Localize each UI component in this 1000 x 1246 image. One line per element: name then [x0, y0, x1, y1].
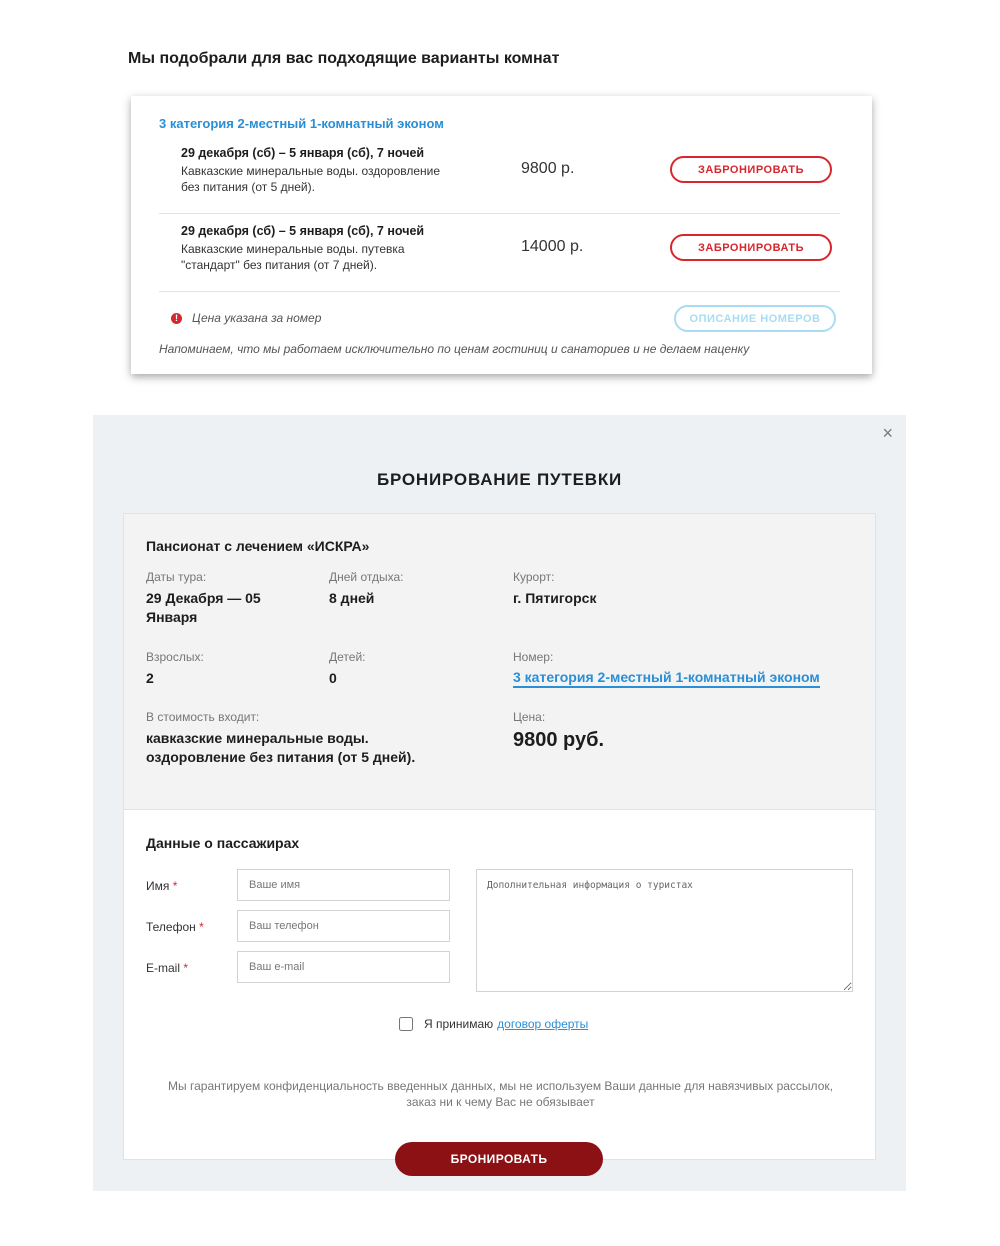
modal-title: БРОНИРОВАНИЕ ПУТЕВКИ — [376, 470, 623, 489]
name-input[interactable] — [237, 869, 450, 901]
price-note — [171, 311, 321, 325]
offer-description: Кавказские минеральные воды. путевка "стандарт" без питания (от 7 дней). — [181, 242, 405, 272]
room-field — [513, 650, 820, 688]
price-label: Цена: — [513, 710, 546, 724]
price-field — [513, 710, 604, 752]
book-offer-button[interactable]: ЗАБРОНИРОВАТЬ — [670, 234, 832, 261]
email-label — [146, 961, 188, 975]
room-label: Номер: — [513, 650, 554, 664]
days-value: 8 дней — [329, 590, 375, 606]
includes-label: В стоимость входит: — [146, 710, 260, 724]
required-mark: * — [183, 961, 189, 975]
includes-value: кавказские минеральные воды. оздоровление без питания (от 5 дней). — [146, 730, 416, 765]
offer-row — [159, 214, 840, 292]
phone-input[interactable] — [237, 910, 450, 942]
resort-value: г. Пятигорск — [513, 590, 597, 606]
tour-dates-value: 29 Декабря — 05 Января — [146, 590, 261, 625]
name-label — [146, 879, 177, 893]
days-field — [329, 570, 403, 608]
adults-label: Взрослых: — [146, 650, 204, 664]
phone-label-text: Телефон — [146, 920, 196, 934]
required-mark: * — [172, 879, 178, 893]
offer-price: 14000 р. — [521, 238, 584, 255]
room-description-button[interactable]: ОПИСАНИЕ НОМЕРОВ — [674, 305, 836, 332]
privacy-note: Мы гарантируем конфиденциальность введенных данных, мы не используем Ваши данные для навязчивых рассылок, заказ ни к чему Вас не обязывает — [168, 1079, 833, 1109]
days-label: Дней отдыха: — [329, 570, 404, 584]
agree-checkbox[interactable] — [399, 1017, 413, 1031]
phone-label — [146, 920, 204, 934]
includes-field — [146, 710, 456, 767]
agree-text: Я принимаю — [424, 1017, 494, 1031]
remind-note: Напоминаем, что мы работаем исключительно по ценам гостиниц и санаториев и не делаем наценку — [159, 342, 750, 356]
offer-row — [159, 136, 840, 214]
book-offer-button[interactable]: ЗАБРОНИРОВАТЬ — [670, 156, 832, 183]
offer-agreement-link[interactable]: договор оферты — [497, 1017, 589, 1031]
resort-field — [513, 570, 596, 608]
tourist-notes-textarea[interactable] — [476, 869, 853, 992]
page-heading: Мы подобрали для вас подходящие варианты комнат — [128, 50, 560, 67]
close-icon[interactable]: × — [882, 423, 893, 443]
offer-dates: 29 декабря (сб) – 5 января (сб), 7 ночей — [181, 224, 425, 238]
hotel-name: Пансионат с лечением «ИСКРА» — [146, 538, 370, 554]
tour-dates-label: Даты тура: — [146, 570, 207, 584]
adults-value: 2 — [146, 670, 154, 686]
booking-modal — [93, 415, 906, 1191]
room-link[interactable]: 3 категория 2-местный 1-комнатный эконом — [513, 669, 820, 688]
price-value: 9800 руб. — [513, 729, 605, 751]
tour-dates-field — [146, 570, 296, 627]
price-note-text: Цена указана за номер — [192, 311, 322, 325]
room-category-title: 3 категория 2-местный 1-комнатный эконом — [159, 116, 444, 131]
resort-label: Курорт: — [513, 570, 555, 584]
offer-price: 9800 р. — [521, 160, 575, 177]
submit-booking-button[interactable]: БРОНИРОВАТЬ — [395, 1142, 603, 1176]
offer-agreement — [399, 1017, 588, 1031]
name-label-text: Имя — [146, 879, 170, 893]
passenger-form — [123, 810, 876, 1160]
email-label-text: E-mail — [146, 961, 181, 975]
children-label: Детей: — [329, 650, 366, 664]
alert-icon: ! — [171, 313, 182, 324]
email-input[interactable] — [237, 951, 450, 983]
passengers-title: Данные о пассажирах — [146, 835, 300, 851]
required-mark: * — [199, 920, 204, 934]
booking-summary — [123, 513, 876, 810]
children-value: 0 — [329, 670, 337, 686]
offer-dates: 29 декабря (сб) – 5 января (сб), 7 ночей — [181, 146, 425, 160]
adults-field — [146, 650, 204, 688]
children-field — [329, 650, 365, 688]
rooms-card — [131, 96, 872, 374]
offer-description: Кавказские минеральные воды. оздоровление без питания (от 5 дней). — [181, 164, 441, 194]
